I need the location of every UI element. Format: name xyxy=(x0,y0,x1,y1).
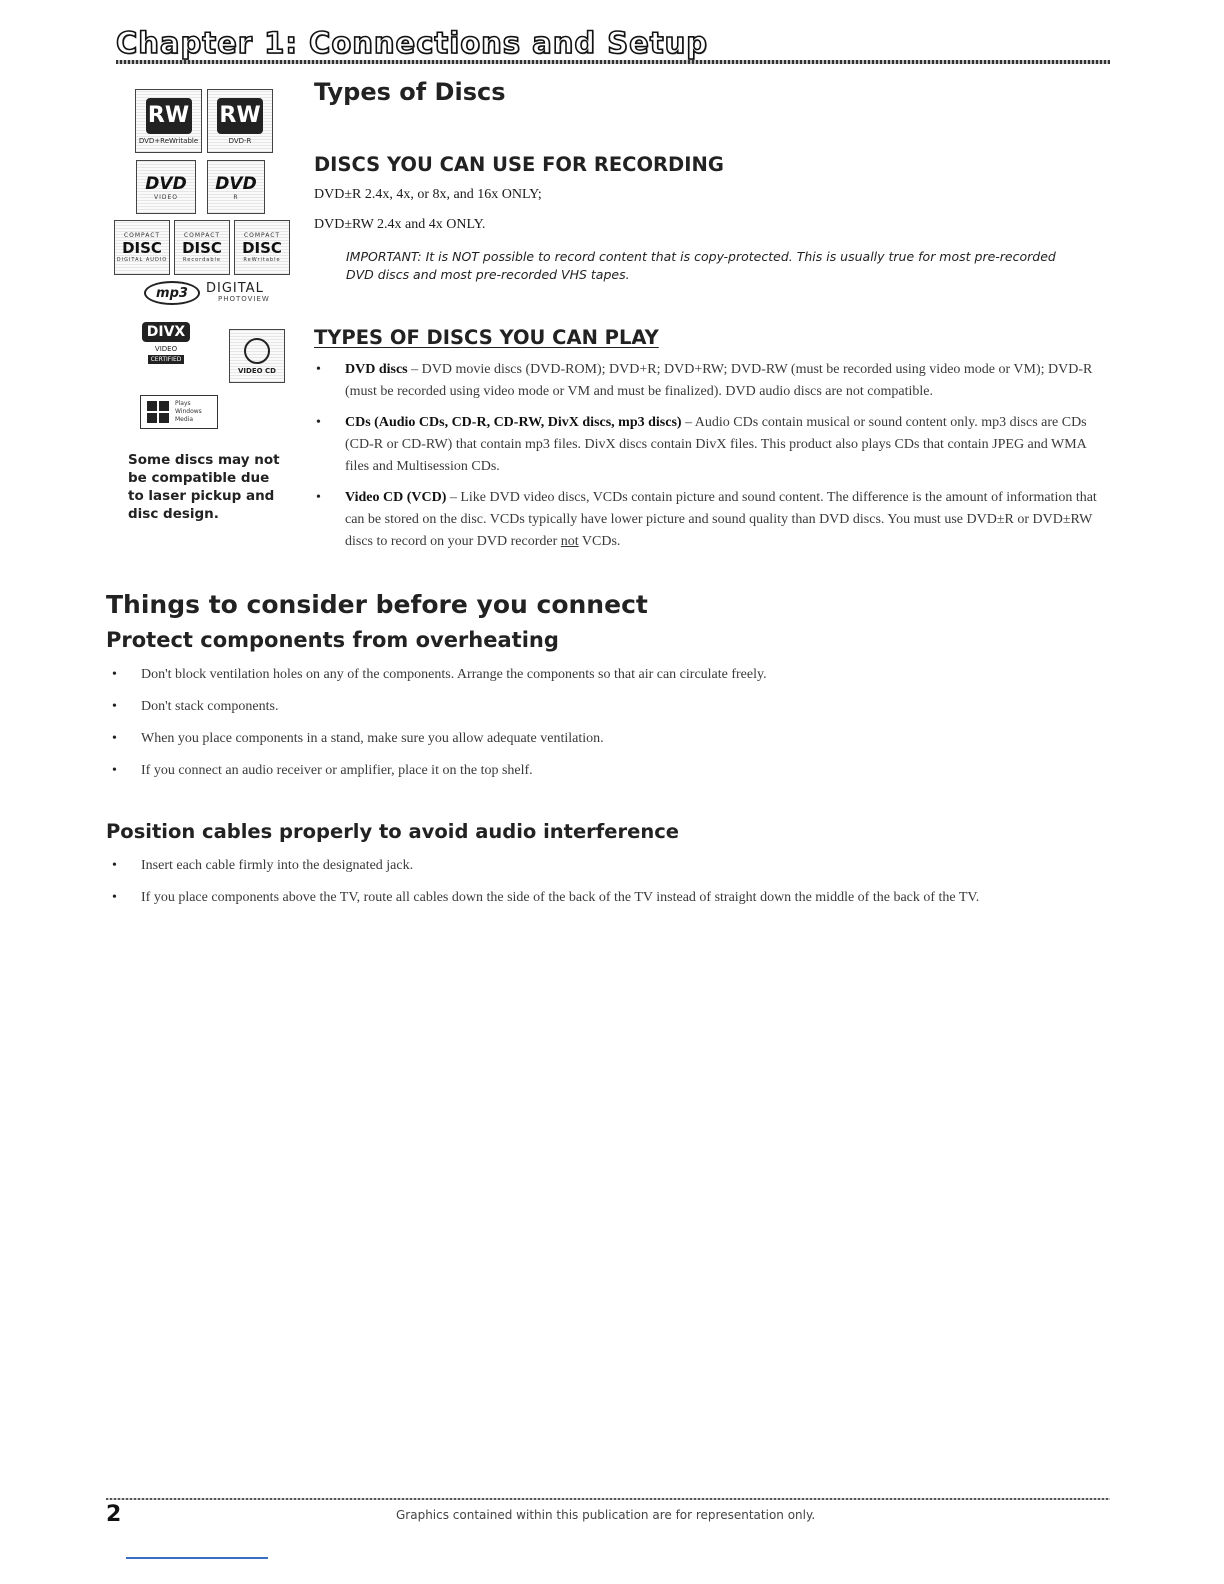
mp3-logo xyxy=(144,281,200,305)
item-text: – Audio CDs contain musical or sound content only. mp3 discs are CDs (CD-R or CD-RW) that contain mp3 files. DivX discs contain DivX files. This product also plays CDs that contain JPEG and WMA files and Multisession CDs. xyxy=(345,415,1087,474)
dvd-rw-caption: DVD-R xyxy=(228,136,252,145)
disc-label: DISC xyxy=(242,239,282,257)
item-lead: DVD discs xyxy=(345,362,408,377)
rw-badge: RW xyxy=(146,98,192,134)
list-item: • Insert each cable firmly into the designated jack. xyxy=(110,855,1100,877)
digital-audio-caption: DIGITAL AUDIO xyxy=(116,257,168,263)
mp3-label: mp3 xyxy=(156,285,188,301)
rw-badge: RW xyxy=(217,98,263,134)
cd-rewritable-logo xyxy=(234,220,290,275)
recording-dvd-r-line: DVD±R 2.4x, 4x, or 8x, and 16x ONLY; xyxy=(314,187,542,202)
playable-discs-list xyxy=(314,359,1109,562)
windows-media-logo xyxy=(140,395,218,429)
media-caption: Media xyxy=(175,416,194,423)
compact-caption: COMPACT xyxy=(183,232,221,239)
footer-note: Graphics contained within this publication are for representation only. xyxy=(396,1508,816,1522)
things-to-consider-heading: Things to consider before you connect xyxy=(106,590,648,619)
chapter-divider xyxy=(116,60,1110,64)
divx-certified-caption: CERTIFIED xyxy=(148,355,185,364)
dvd-r-logo xyxy=(207,160,265,214)
recordable-caption: Recordable xyxy=(183,257,221,263)
copy-protection-notice: IMPORTANT: It is NOT possible to record content that is copy-protected. This is usually true for most pre-recorded DVD discs and most pre-recorded VHS tapes. xyxy=(346,249,1056,282)
compact-disc-logo xyxy=(114,220,170,275)
windows-caption: Windows xyxy=(175,408,202,415)
photoview-label: PHOTOVIEW xyxy=(218,295,270,303)
overheating-heading: Protect components from overheating xyxy=(106,628,559,652)
dvd-video-logo xyxy=(136,160,196,214)
video-cd-label: VIDEO CD xyxy=(238,366,276,375)
overheating-list xyxy=(110,664,1110,792)
list-item xyxy=(314,412,1109,478)
recording-dvd-rw-line: DVD±RW 2.4x and 4x ONLY. xyxy=(314,217,486,232)
list-item: • If you connect an audio receiver or amplifier, place it on the top shelf. xyxy=(110,760,1110,782)
plays-caption: Plays xyxy=(175,400,191,407)
item-underlined: not xyxy=(560,534,579,549)
item-lead: CDs (Audio CDs, CD-R, CD-RW, DivX discs, mp3 discs) xyxy=(345,415,682,430)
item-text: – Like DVD video discs, VCDs contain picture and sound content. The difference is the amount of information that can be stored on the disc. VCDs typically have lower picture and sound quality than DVD discs. You must use DVD±R or DVD±RW discs to record on your DVD recorder xyxy=(345,490,1097,549)
dvd-rewritable-logo xyxy=(135,89,202,153)
types-of-discs-heading: Types of Discs xyxy=(314,78,506,106)
windows-flag-icon xyxy=(147,401,169,423)
list-item: • If you place components above the TV, route all cables down the side of the back of the TV instead of straight down the middle of the back of the TV. xyxy=(110,887,1100,909)
divx-video-caption: VIDEO xyxy=(154,345,178,353)
kodak-photoview-logo xyxy=(206,282,284,306)
cables-heading: Position cables properly to avoid audio interference xyxy=(106,820,680,843)
list-item: • Don't block ventilation holes on any of the components. Arrange the components so that air can circulate freely. xyxy=(110,664,1110,686)
digital-label: DIGITAL xyxy=(206,281,264,296)
disc-label: DISC xyxy=(122,239,162,257)
list-item xyxy=(314,359,1109,403)
footer-divider xyxy=(106,1498,1110,1500)
dvd-rewritable-caption: DVD+ReWritable xyxy=(138,136,199,145)
disc-label: DISC xyxy=(182,239,222,257)
cables-list xyxy=(110,855,1100,919)
divx-label: DIVX xyxy=(142,322,190,342)
compatibility-note: Some discs may not be compatible due to laser pickup and disc design. xyxy=(128,452,280,522)
rewritable-caption: ReWritable xyxy=(243,257,281,263)
divx-certified-logo xyxy=(137,322,195,382)
item-lead: Video CD (VCD) xyxy=(345,490,447,505)
list-item: • When you place components in a stand, make sure you allow adequate ventilation. xyxy=(110,728,1110,750)
playable-discs-heading: TYPES OF DISCS YOU CAN PLAY xyxy=(314,326,659,349)
dvd-r-caption: R xyxy=(233,193,239,201)
dvd-label: DVD xyxy=(145,173,187,194)
disc-icon xyxy=(244,338,270,364)
chapter-title: Chapter 1: Connections and Setup xyxy=(116,26,709,60)
compact-caption: COMPACT xyxy=(123,232,161,239)
item-tail: VCDs. xyxy=(578,534,621,549)
compact-caption: COMPACT xyxy=(243,232,281,239)
dvd-rw-logo xyxy=(207,89,273,153)
dvd-label: DVD xyxy=(215,173,257,194)
list-item xyxy=(314,487,1109,553)
list-item: • Don't stack components. xyxy=(110,696,1110,718)
cd-recordable-logo xyxy=(174,220,230,275)
video-cd-logo xyxy=(229,329,285,383)
recording-discs-heading: DISCS YOU CAN USE FOR RECORDING xyxy=(314,153,724,176)
page-number: 2 xyxy=(106,1502,122,1527)
dvd-video-caption: VIDEO xyxy=(153,193,178,201)
item-text: – DVD movie discs (DVD-ROM); DVD+R; DVD+RW; DVD-RW (must be recorded using video mode or VM); DVD-R (must be recorded using video mode or VM and must be finalized). DVD audio discs are not compatible. xyxy=(345,362,1093,399)
blue-underline-mark xyxy=(126,1557,268,1559)
